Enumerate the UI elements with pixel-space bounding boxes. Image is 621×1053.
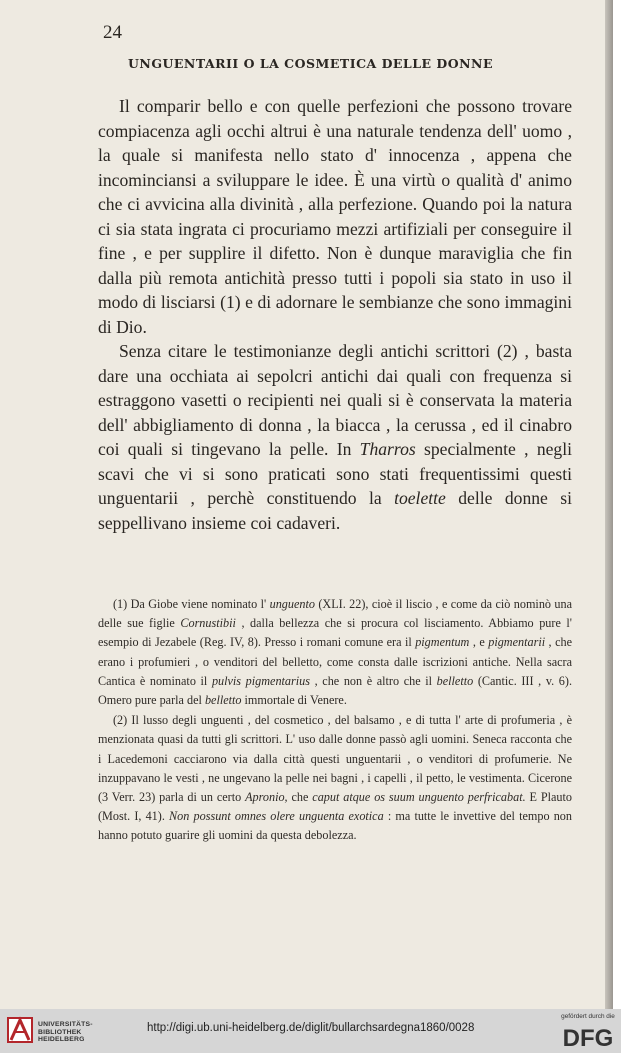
funding-note: gefördert durch die: [561, 1013, 615, 1020]
footnote-1: (1) Da Giobe viene nominato l' unguento (XLI. 22), cioè il liscio , e come da ciò nominò una delle sue figlie Cornustibii , dalla bellezza che si procura col lisciamento. Abbiamo pure l' esempio di Jezabele (Reg. IV, 8). Presso i romani comune era il pigmentum , e pigmentarii , che erano i profumieri , o venditori del belletto, come consta dalle iscrizioni antiche. Nella sacra Cantica è nominato il pulvis pigmentarius , che non è altro che il belletto (Cantic. III , v. 6). Omero pure parla del belletto immortale di Venere.: [98, 597, 572, 708]
page-number: 24: [103, 22, 122, 43]
library-name[interactable]: UNIVERSITÄTS- BIBLIOTHEK HEIDELBERG: [38, 1021, 93, 1044]
page-edge-shadow: [605, 0, 613, 1009]
dfg-logo[interactable]: [557, 1022, 619, 1050]
running-head: UNGUENTARII O LA COSMETICA DELLE DONNE: [128, 56, 493, 71]
paragraph-1: Il comparir bello e con quelle perfezioni che possono trovare compiacenza agli occhi altrui è una naturale tendenza dell' uomo , la quale si manifesta nello stato d' innocenza , appena che incominciansi a sviluppare le idee. È una virtù o qualità d' animo che ci avvicina alla divinità , alla perfezione. Quando poi la natura ci sia stata ingrata ci procuriamo mezzi artifiziali per conseguire il fine , e per supplire il difetto. Non è dunque maraviglia che fin dalla più remota antichità presso tutti i popoli sia stato in uso il modo di lisciarsi (1) e di adornare le sembianze che sono immagini di Dio.: [98, 96, 572, 337]
permalink-url[interactable]: http://digi.ub.uni-heidelberg.de/diglit/bullarchsardegna1860/0028: [147, 1022, 475, 1034]
paragraph-2: Senza citare le testimonianze degli antichi scrittori (2) , basta dare una occhiata ai sepolcri antichi dai quali con frequenza si estraggono vasetti o recipienti nei quali si è conservata la materia dell' abbigliamento di donna , la biacca , la cerussa , ed il cinabro coi quali si tingevano la pelle. In Tharros specialmente , negli scavi che vi si sono praticati sono stati frequentissimi questi unguentarii , perchè constituendo la toelette delle donne si seppellivano insieme coi cadaveri.: [98, 341, 572, 533]
footnote-2: (2) Il lusso degli unguenti , del cosmetico , del balsamo , e di tutta l' arte di profumeria , è menzionata quasi da tutti gli scrittori. L' uso dalle donne passò agli uomini. Seneca racconta che i Lacedemoni cacciarono via dalla città questi unguentarii , o venditori di profumerie. Ne inzuppavano le vesti , ne ungevano la pelle nei bagni , i capelli , il petto, le vestimenta. Cicerone (3 Verr. 23) parla di un certo Apronio, che caput atque os suum unguento perfricabat. E Plauto (Most. I, 41). Non possunt omnes olere unguenta exotica : ma tutte le invettive del tempo non hanno potuto guarire gli uomini da questa debolezza.: [98, 713, 572, 843]
dfg-logo-text: DFG: [562, 1025, 614, 1050]
viewer-footer-bar: [0, 1009, 621, 1053]
university-library-crest-icon[interactable]: [6, 1015, 34, 1045]
footnotes: [98, 595, 572, 846]
main-text: [98, 94, 572, 535]
